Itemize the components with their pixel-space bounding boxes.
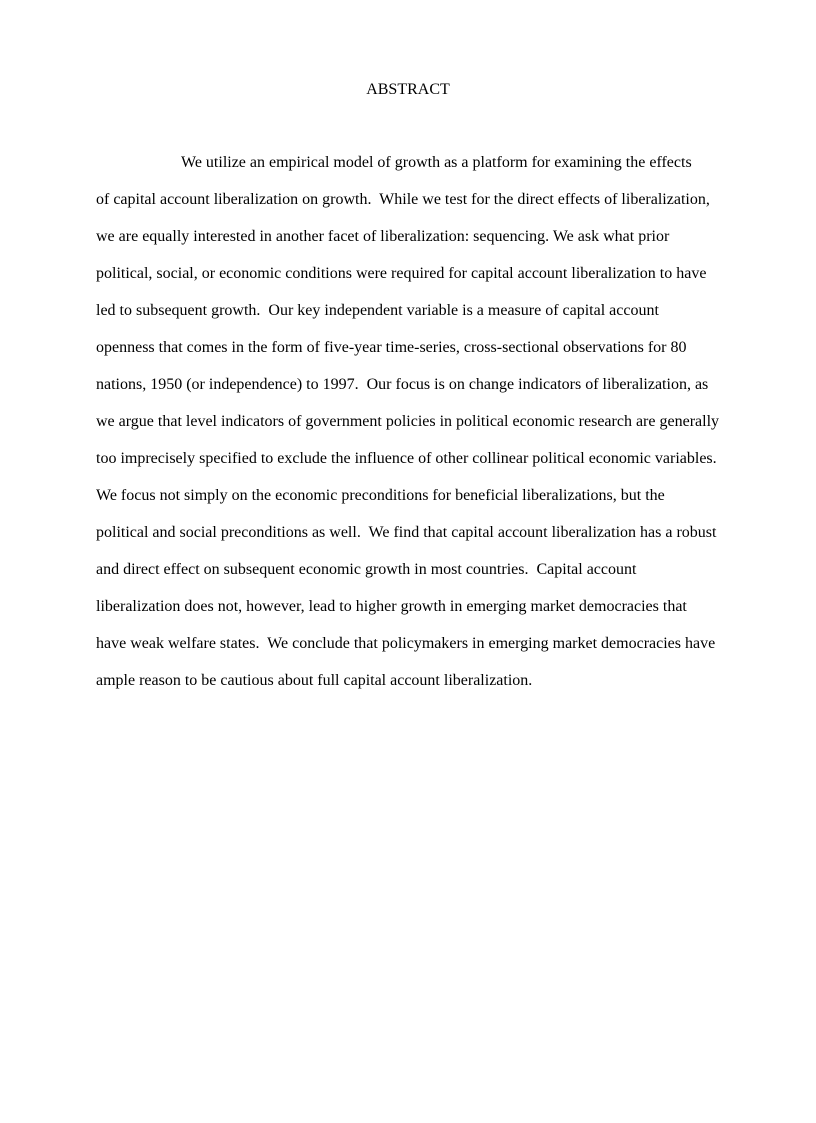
abstract-line: ample reason to be cautious about full capital account liberalization.	[96, 672, 533, 689]
abstract-line: of capital account liberalization on growth. While we test for the direct effects of liberalization,	[96, 191, 710, 208]
abstract-line: and direct effect on subsequent economic growth in most countries. Capital account	[96, 561, 637, 578]
abstract-line: led to subsequent growth. Our key independent variable is a measure of capital account	[96, 302, 659, 319]
abstract-line: have weak welfare states. We conclude that policymakers in emerging market democracies have	[96, 635, 716, 652]
abstract-line: we are equally interested in another facet of liberalization: sequencing. We ask what prior	[96, 228, 670, 245]
abstract-line: We focus not simply on the economic preconditions for beneficial liberalizations, but the	[96, 487, 665, 504]
abstract-heading: ABSTRACT	[366, 81, 450, 98]
abstract-line: nations, 1950 (or independence) to 1997. Our focus is on change indicators of liberalization, as	[96, 376, 709, 393]
abstract-line: liberalization does not, however, lead to higher growth in emerging market democracies that	[96, 598, 687, 615]
abstract-line: We utilize an empirical model of growth as a platform for examining the effects	[181, 154, 692, 171]
abstract-line: political, social, or economic conditions were required for capital account liberalization to have	[96, 265, 707, 282]
abstract-line: too imprecisely specified to exclude the influence of other collinear political economic variables.	[96, 450, 717, 467]
abstract-line: openness that comes in the form of five-year time-series, cross-sectional observations for 80	[96, 339, 687, 356]
abstract-line: political and social preconditions as well. We find that capital account liberalization has a robust	[96, 524, 717, 541]
abstract-line: we argue that level indicators of government policies in political economic research are generally	[96, 413, 720, 430]
